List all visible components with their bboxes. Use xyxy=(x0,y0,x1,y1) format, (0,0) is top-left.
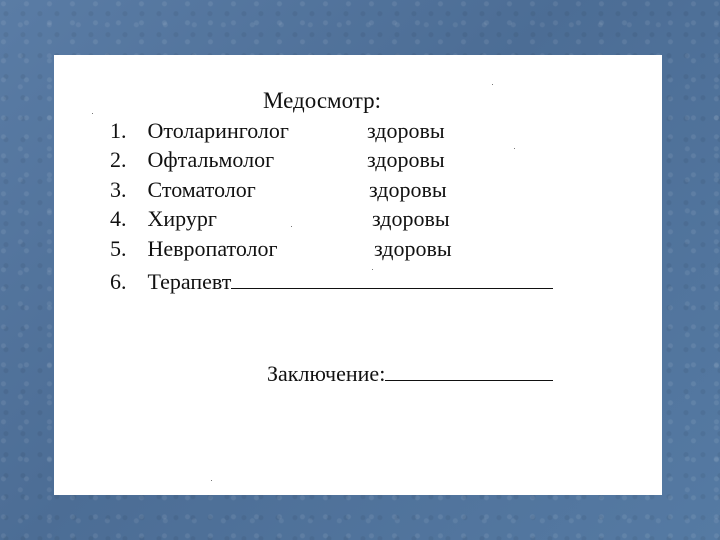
status-text: здоровы xyxy=(374,236,452,261)
item-number: 2. xyxy=(110,147,127,172)
scan-speck xyxy=(372,269,373,270)
list-item xyxy=(110,236,278,266)
status-text: здоровы xyxy=(367,118,445,143)
list-item xyxy=(110,266,553,296)
item-number: 6. xyxy=(110,269,127,294)
specialist-name: Отоларинголог xyxy=(147,118,289,143)
scan-speck xyxy=(291,226,292,227)
scan-speck xyxy=(514,148,515,149)
conclusion-label: Заключение: xyxy=(267,361,386,386)
conclusion-row xyxy=(267,358,553,387)
specialist-name: Стоматолог xyxy=(147,177,256,202)
blank-line xyxy=(385,358,553,381)
item-number: 1. xyxy=(110,118,127,143)
document-title: Медосмотр: xyxy=(263,88,382,113)
scan-speck xyxy=(211,480,212,481)
list-item xyxy=(110,118,289,148)
item-number: 4. xyxy=(110,206,127,231)
list-item xyxy=(110,147,274,177)
specialist-name: Хирург xyxy=(147,206,217,231)
scan-speck xyxy=(492,84,493,85)
status-text: здоровы xyxy=(372,206,450,231)
blank-line xyxy=(231,266,553,289)
status-text: здоровы xyxy=(367,147,445,172)
list-item xyxy=(110,206,217,236)
specialist-name: Невропатолог xyxy=(147,236,278,261)
list-item xyxy=(110,177,256,207)
status-text: здоровы xyxy=(369,177,447,202)
specialist-name: Терапевт xyxy=(147,269,232,294)
specialist-name: Офтальмолог xyxy=(147,147,275,172)
document-page xyxy=(54,55,662,495)
scan-speck xyxy=(92,113,93,114)
item-number: 3. xyxy=(110,177,127,202)
item-number: 5. xyxy=(110,236,127,261)
